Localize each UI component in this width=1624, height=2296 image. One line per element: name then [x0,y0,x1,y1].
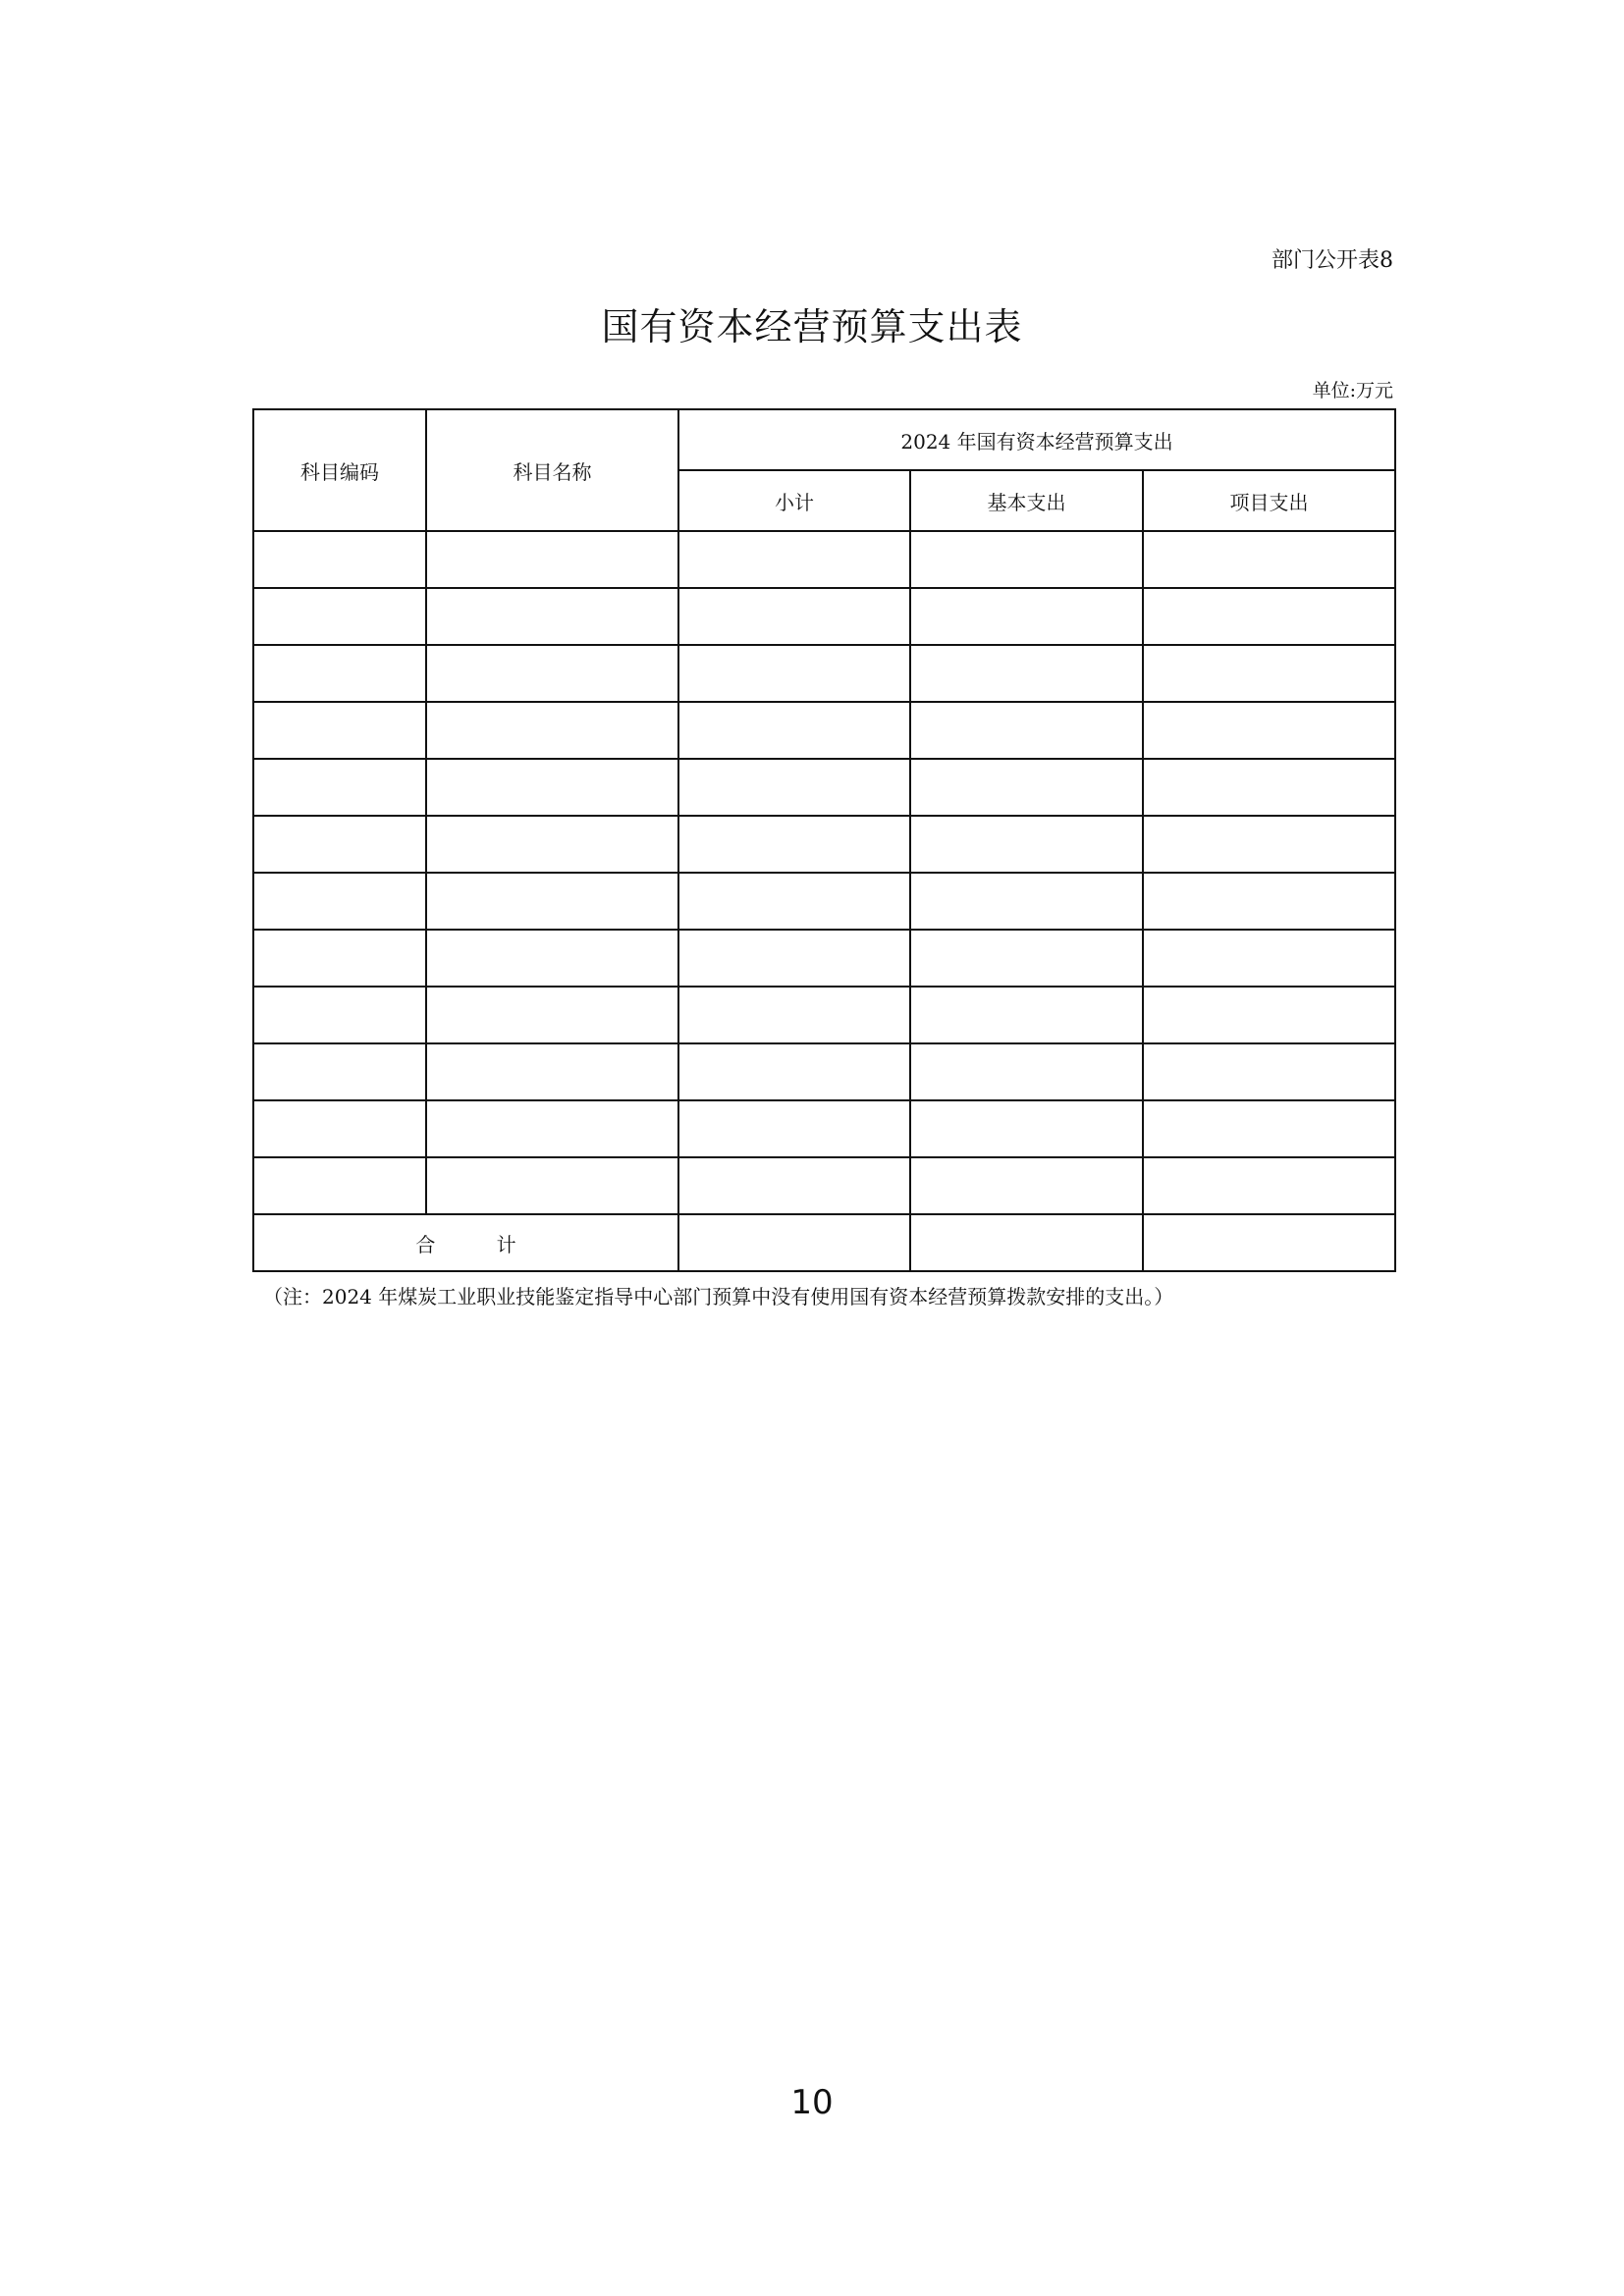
table-cell [253,873,426,930]
table-cell [426,531,678,588]
total-label-text: 合 计 [415,1232,544,1256]
total-label [253,1214,678,1271]
table-cell [1143,1043,1395,1100]
table-cell [678,759,910,816]
table-row [253,645,1395,702]
unit-label: 单位:万元 [1312,380,1393,401]
table-cell [253,1100,426,1157]
table-cell [910,873,1143,930]
table-cell [678,702,910,759]
total-project [1143,1214,1395,1271]
table-row [253,816,1395,873]
table-cell [253,987,426,1043]
table-cell [426,759,678,816]
header-basic-expenditure: 基本支出 [910,470,1143,531]
table-cell [253,531,426,588]
table-cell [678,645,910,702]
total-row [253,1214,1395,1271]
table-cell [253,1157,426,1214]
table-cell [678,1100,910,1157]
table-cell [910,1157,1143,1214]
table-cell [253,645,426,702]
table-row [253,1043,1395,1100]
form-number: 部门公开表8 [1272,248,1393,273]
table-body [253,531,1395,1271]
table-cell [253,816,426,873]
table-row [253,873,1395,930]
total-subtotal [678,1214,910,1271]
table-cell [1143,759,1395,816]
header-project-expenditure: 项目支出 [1143,470,1395,531]
table-row [253,987,1395,1043]
budget-table [252,408,1396,1272]
table-cell [426,702,678,759]
table-cell [253,702,426,759]
table-cell [1143,702,1395,759]
table-cell [910,930,1143,987]
table-cell [678,930,910,987]
page-title: 国有资本经营预算支出表 [601,305,1023,348]
table-cell [1143,1100,1395,1157]
table-cell [426,816,678,873]
table-cell [253,759,426,816]
table-cell [910,1043,1143,1100]
table-cell [426,645,678,702]
table-cell [253,1043,426,1100]
header-subject-code: 科目编码 [253,409,426,531]
table-cell [910,645,1143,702]
page-number: 10 [790,2083,834,2122]
table-row [253,702,1395,759]
table-cell [910,987,1143,1043]
table-cell [253,588,426,645]
table-cell [678,987,910,1043]
table-row [253,930,1395,987]
table-cell [678,873,910,930]
table-cell [678,531,910,588]
table-cell [678,816,910,873]
total-basic [910,1214,1143,1271]
header-subject-name: 科目名称 [426,409,678,531]
table-cell [426,930,678,987]
table-cell [426,1043,678,1100]
table-row [253,1157,1395,1214]
table-cell [253,930,426,987]
table-cell [910,702,1143,759]
table-cell [1143,588,1395,645]
table-row [253,1100,1395,1157]
table-cell [426,873,678,930]
table-cell [678,1157,910,1214]
table-cell [678,1043,910,1100]
table-cell [426,987,678,1043]
table-cell [1143,645,1395,702]
table-row [253,588,1395,645]
table-cell [910,1100,1143,1157]
table-cell [1143,987,1395,1043]
table-note: （注：2024 年煤炭工业职业技能鉴定指导中心部门预算中没有使用国有资本经营预算拨款安排的支出。） [263,1285,1174,1308]
header-expenditure-group: 2024 年国有资本经营预算支出 [678,409,1395,470]
table-cell [910,816,1143,873]
header-subtotal: 小计 [678,470,910,531]
table-row [253,531,1395,588]
table-cell [1143,816,1395,873]
table-cell [910,759,1143,816]
table-cell [1143,930,1395,987]
table-cell [1143,1157,1395,1214]
table-cell [910,588,1143,645]
table-cell [678,588,910,645]
table-cell [426,1100,678,1157]
table-cell [426,588,678,645]
table-cell [426,1157,678,1214]
table-cell [1143,873,1395,930]
table-cell [910,531,1143,588]
table-cell [1143,531,1395,588]
table-row [253,759,1395,816]
